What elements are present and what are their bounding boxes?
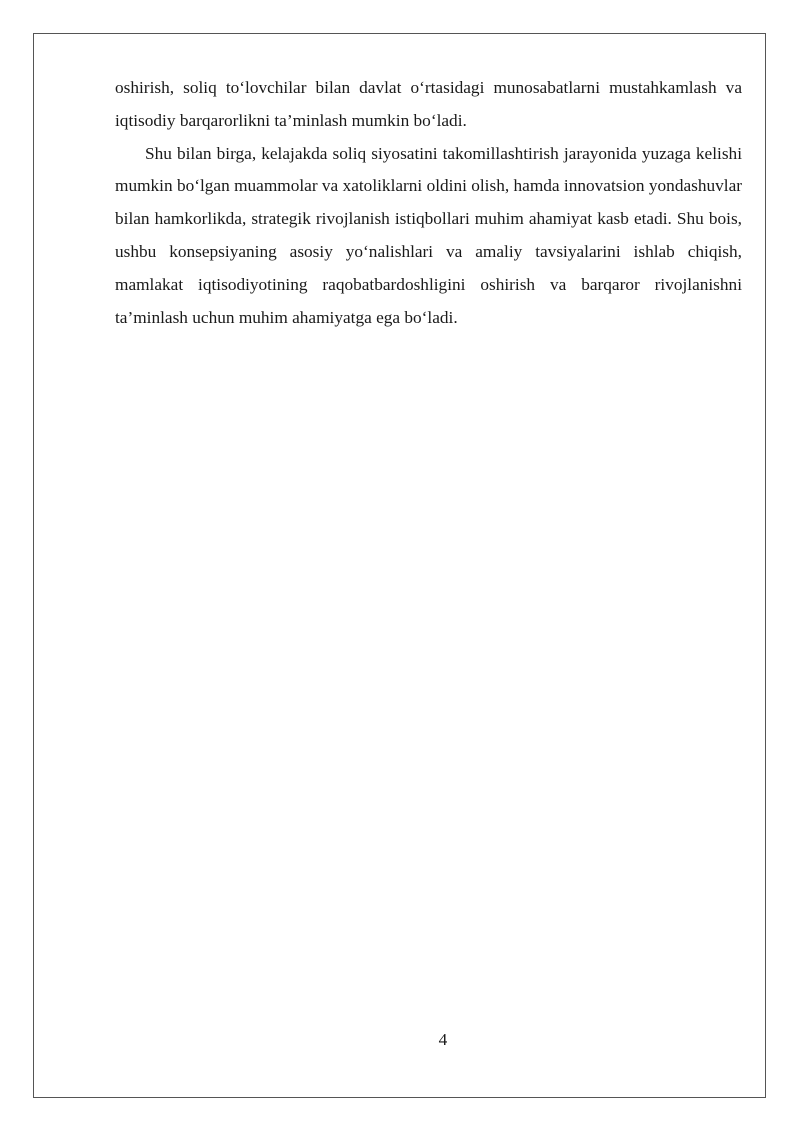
paragraph-continuation: oshirish, soliq to‘lovchilar bilan davlat o‘rtasidagi munosabatlarni mustahkamlash va iqtisodiy barqarorlikni ta’minlash mumkin bo‘ladi.: [115, 78, 742, 130]
document-body: [115, 72, 742, 334]
paragraph-conclusion: Shu bilan birga, kelajakda soliq siyosatini takomillashtirish jarayonida yuzaga kelishi mumkin bo‘lgan muammolar va xatoliklarni oldini olish, hamda innovatsion yondashuvlar bilan hamkorlikda, strategik rivojlanish istiqbollari muhim ahamiyat kasb etadi. Shu bois, ushbu konsepsiyaning asosiy yo‘nalishlari va amaliy tavsiyalarini ishlab chiqish, mamlakat iqtisodiyotining raqobatbardoshligini oshirish va barqaror rivojlanishni ta’minlash uchun muhim ahamiyatga ega bo‘ladi.: [115, 143, 742, 327]
page-number: 4: [438, 1030, 448, 1049]
